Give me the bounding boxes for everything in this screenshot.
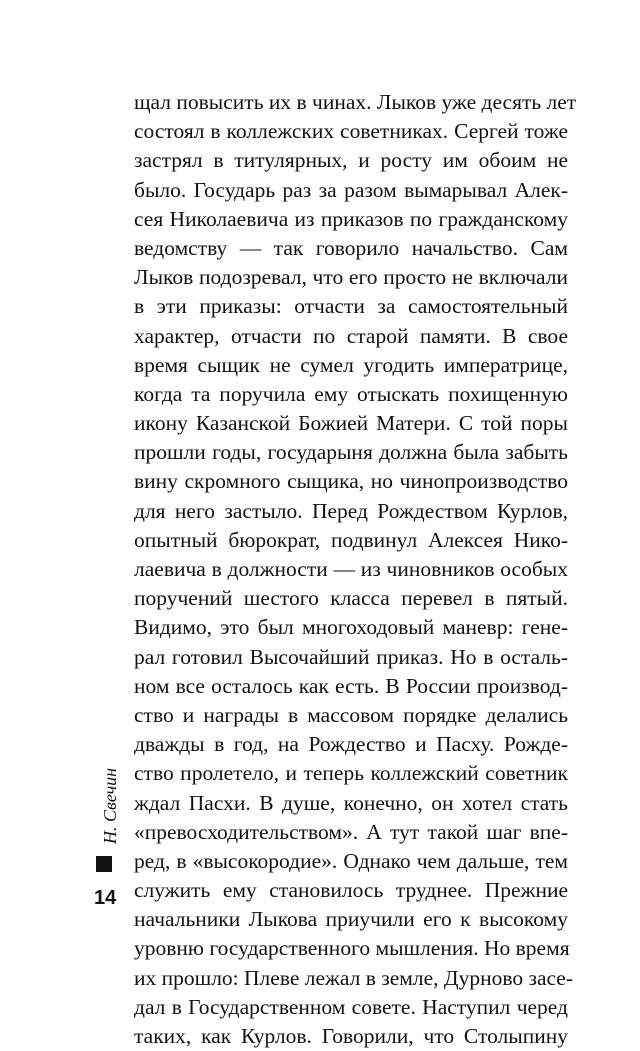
text-line: начальники Лыкова приучили его к высокому bbox=[134, 907, 568, 932]
text-line: ство и награды в массовом порядке делались bbox=[134, 702, 568, 727]
text-line: ведомству — так говорило начальство. Сам bbox=[134, 235, 568, 260]
text-line: застрял в титулярных, и росту им обоим не bbox=[134, 148, 568, 173]
text-line: для него застыло. Перед Рождеством Курлов, bbox=[134, 498, 568, 523]
text-line: опытный бюрократ, подвинул Алексея Нико- bbox=[134, 527, 568, 552]
text-line: в эти приказы: отчасти за самостоятельный bbox=[134, 294, 568, 319]
text-line: дважды в год, на Рождество и Пасху. Рожде- bbox=[134, 732, 568, 757]
text-line: ждал Пасхи. В душе, конечно, он хотел стать bbox=[134, 790, 568, 815]
text-line: вину скромного сыщика, но чинопроизводство bbox=[134, 469, 568, 494]
text-line: ном все осталось как есть. В России производ- bbox=[134, 673, 568, 698]
text-line: лаевича в должности — из чиновников особых bbox=[134, 557, 568, 581]
text-line: характер, отчасти по старой памяти. В свое bbox=[134, 323, 568, 348]
text-line: рал готовил Высочайший приказ. Но в осталь- bbox=[134, 644, 568, 669]
text-line: время сыщик не сумел угодить императрице, bbox=[134, 352, 568, 377]
text-line: «превосходительством». А тут такой шаг впе- bbox=[134, 819, 568, 844]
text-line: поручений шестого класса перевел в пятый. bbox=[134, 586, 568, 611]
text-line: когда та поручила ему отыскать похищенную bbox=[134, 381, 568, 406]
text-line: их прошло: Плеве лежал в земле, Дурново засе- bbox=[134, 965, 574, 990]
text-line: состоял в коллежских советниках. Сергей тоже bbox=[134, 119, 568, 144]
running-head-author: Н. Свечин bbox=[100, 767, 120, 844]
square-marker-icon bbox=[96, 856, 112, 872]
text-line: Лыков подозревал, что его просто не включали bbox=[134, 265, 568, 290]
text-line: таких, как Курлов. Говорили, что Столыпину bbox=[134, 1024, 568, 1048]
text-line: служить ему становилось труднее. Прежние bbox=[134, 878, 568, 903]
text-line: щал повысить их в чинах. Лыков уже десять лет bbox=[134, 90, 577, 114]
text-line: сея Николаевича из приказов по гражданскому bbox=[134, 206, 568, 231]
page-number: 14 bbox=[94, 887, 117, 909]
text-line: ство пролетело, и теперь коллежский советник bbox=[134, 761, 568, 786]
text-line: ред, в «высокородие». Однако чем дальше, тем bbox=[134, 848, 568, 873]
text-line: дал в Государственном совете. Наступил черед bbox=[134, 994, 568, 1019]
text-line: прошли годы, государыня должна была забыть bbox=[134, 440, 568, 465]
text-line: уровню государственного мышления. Но время bbox=[134, 936, 570, 961]
text-line: было. Государь раз за разом вымарывал Алек- bbox=[134, 177, 568, 202]
body-text bbox=[134, 88, 577, 1051]
text-line: икону Казанской Божией Матери. С той поры bbox=[134, 411, 568, 436]
text-line: Видимо, это был многоходовый маневр: гене- bbox=[134, 615, 568, 640]
